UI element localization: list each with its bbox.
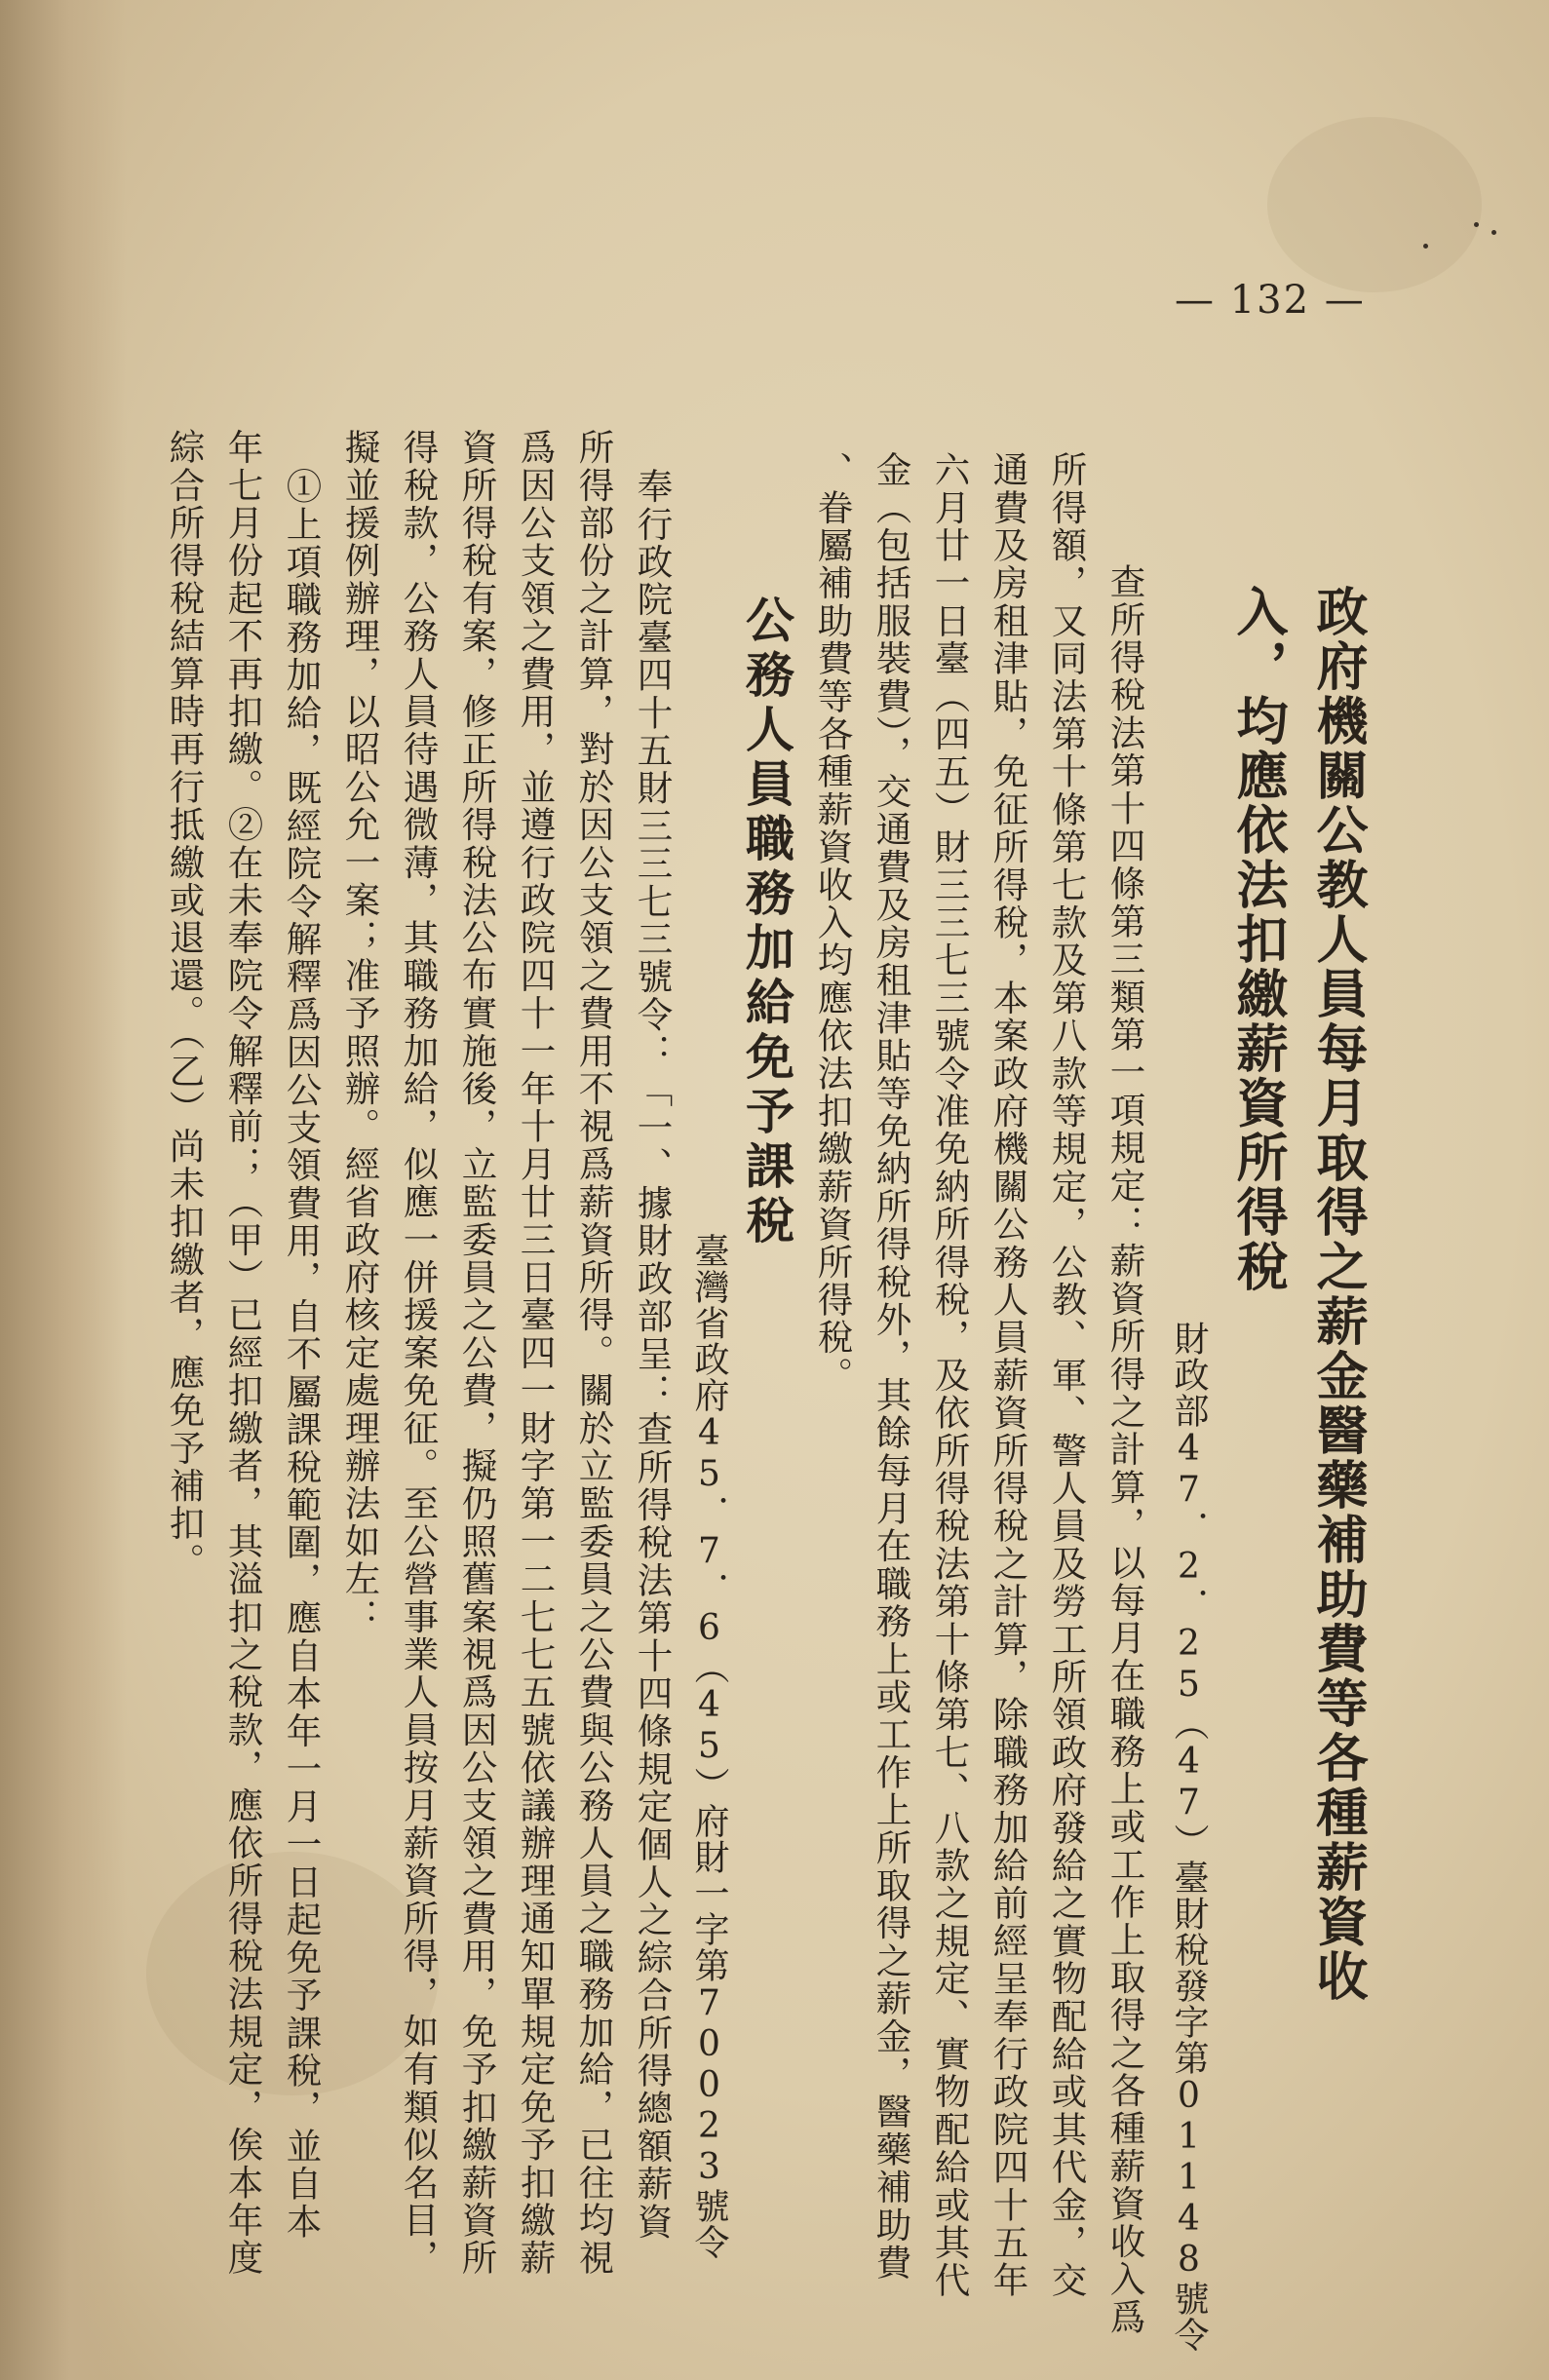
section2-citation: 臺灣省政府45．7．6（45）府財一字第70023號令 [689,1233,729,2260]
paper-speck [1491,230,1496,235]
section1-body-line: 金（包括服裝費），交通費及房租津貼等免納所得稅外，其餘每月在職務上或工作上所取得之薪金，醫藥補助費 [871,451,912,2283]
section2-title: 公務人員職務加給免予課稅 [738,595,795,1249]
book-spine-shadow [0,0,127,2380]
section2-body-line: 所得部份之計算，對於因公支領之費用不視爲薪資所得。關於立監委員之公費與公務人員之職務加給，已往均視 [573,429,615,2278]
paper-speck [1474,222,1479,227]
section1-title-line: 政府機關公教人員每月取得之薪金醫藥補助費等各種薪資收 [1308,585,1369,2004]
section2-body-line: 奉行政院臺四十五財三三七三號令：「一、據財政部呈：查所得稅法第十四條規定個人之綜合所得總額薪資 [632,468,674,2241]
section2-body-line: 年七月份起不再扣繳。②在未奉院令解釋前；（甲）已經扣繳者，其溢扣之稅款，應依所得稅法規定，俟本年度 [222,429,264,2278]
section1-title-line: 入，均應依法扣繳薪資所得稅 [1228,585,1289,1294]
section2-body-line: 擬並援例辦理，以昭公允一案；准予照辦。經省政府核定處理辦法如左： [339,429,381,1636]
section2-body-line: 得稅款，公務人員待遇微薄，其職務加給，似應一併援案免征。至公營事業人員按月薪資所得，如有類似名目， [398,429,440,2278]
paper-stain [1267,117,1482,292]
section2-body-line: ①上項職務加給，既經院令解釋爲因公支領費用，自不屬課稅範圍，應自本年一月一日起免予課稅，並自本 [281,468,323,2241]
section1-body-line: 查所得稅法第十四條第三類第一項規定：薪資所得之計算，以每月在職務上或工作上取得之各種薪資收入爲 [1104,563,1146,2336]
section1-title [1219,585,1378,2004]
section2-body [155,429,681,2277]
section1-body-line: 通費及房租津貼，免征所得稅，本案政府機關公務人員薪資所得稅之計算，除職務加給前經呈奉行政院四十五年 [987,451,1029,2300]
section1-body-line: 、眷屬補助費等各種薪資收入均應依法扣繳薪資所得稅。 [812,451,854,1395]
section2-body-line: 資所得稅有案，修正所得稅法公布實施後，立監委員之公費，擬仍照舊案視爲因公支領之費用，免予扣繳薪資所 [456,429,498,2278]
section2-body-line: 爲因公支領之費用，並遵行政院四十一年十月廿三日臺四一財字第一二七七五號依議辦理通知單規定免予扣繳薪 [515,429,557,2278]
section1-body-line: 所得額，又同法第十條第七款及第八款等規定，公教、軍、警人員及勞工所領政府發給之實物配給或其代金，交 [1046,451,1088,2300]
paper-speck [1423,244,1428,249]
page-number: — 132 — [1175,278,1366,323]
section2-body-line: 綜合所得稅結算時再行抵繳或退還。（乙）尚未扣繳者，應免予補扣。 [164,429,206,1581]
section1-citation: 財政部47．2．25（47）臺財稅發字第01148號令 [1169,1321,1209,2353]
section1-body [803,451,1154,2336]
section1-body-line: 六月廿一日臺（四五）財三三七三號令准免納所得稅，及依所得稅法第十條第七、八款之規定、實物配給或其代 [929,451,971,2300]
